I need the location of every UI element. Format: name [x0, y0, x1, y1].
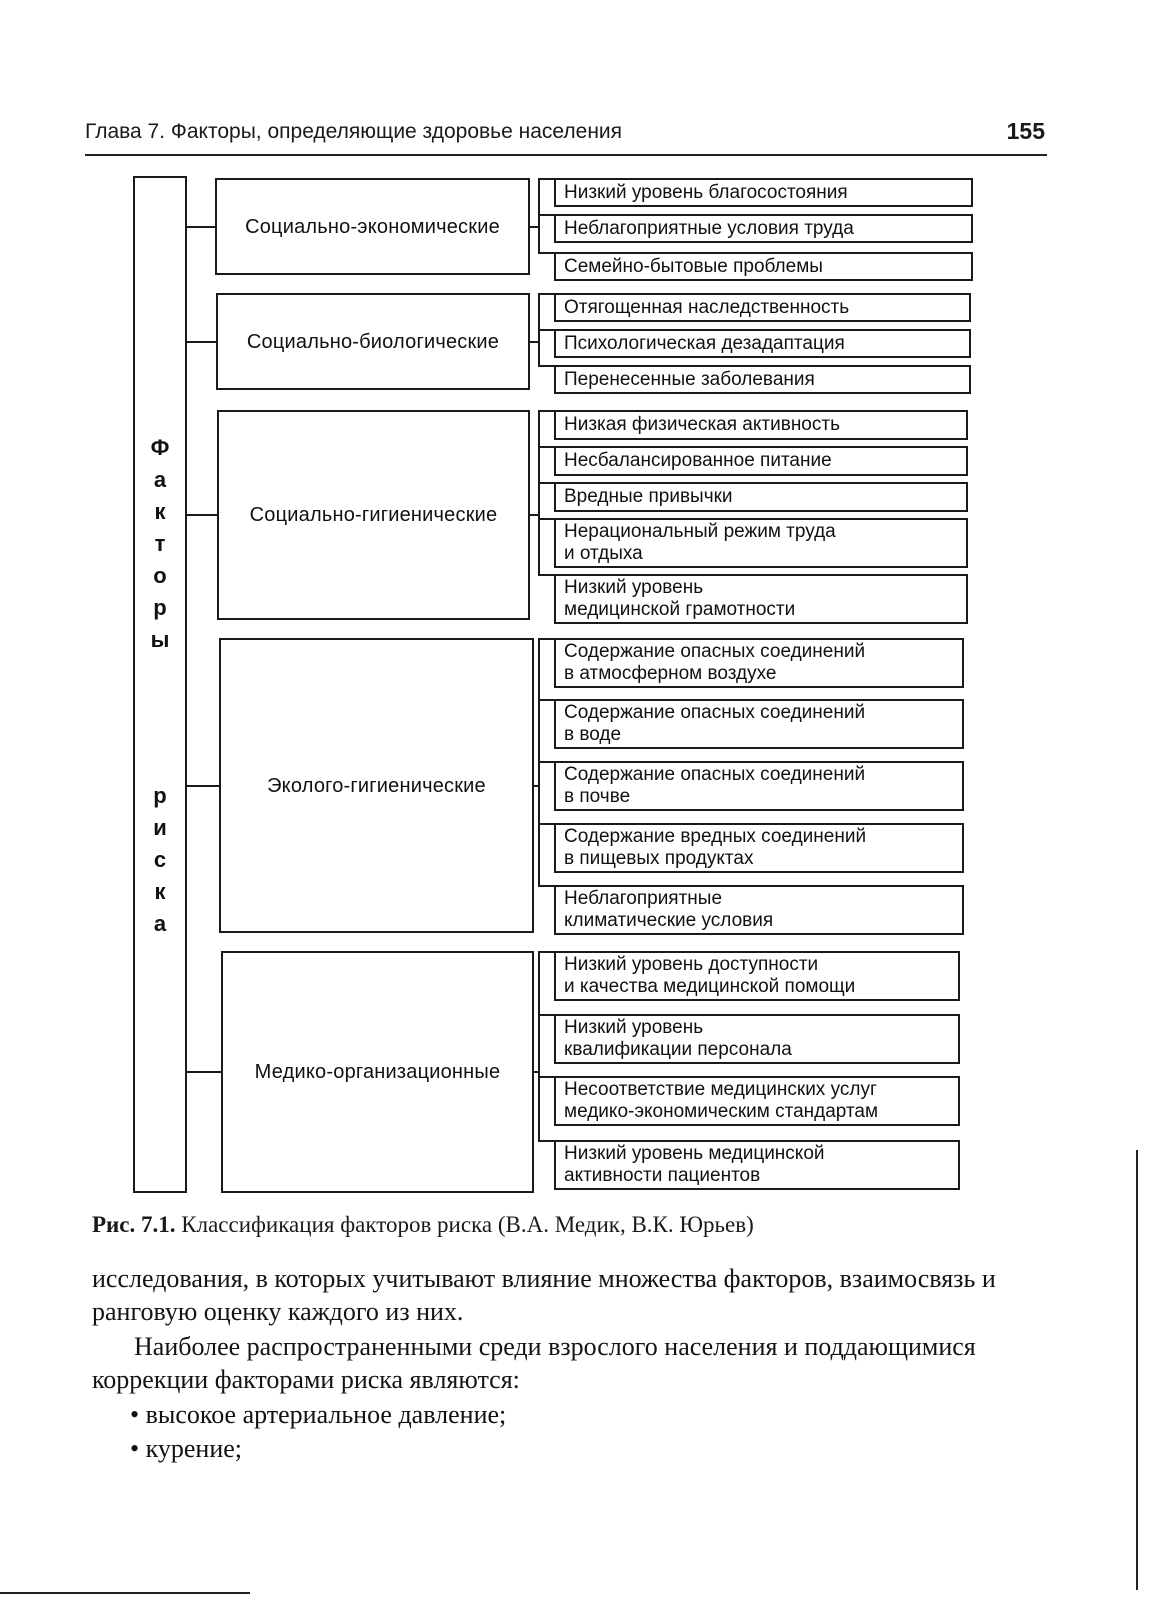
connector-line: [538, 178, 554, 180]
root-letter: а: [153, 911, 167, 936]
root-letter: с: [153, 847, 167, 872]
factor-box: [554, 1014, 960, 1064]
factor-text: Семейно-бытовые проблемы: [564, 255, 823, 277]
connector-line: [530, 226, 538, 228]
factor-text: медико-экономическим стандартам: [564, 1101, 879, 1122]
root-letter: ы: [150, 627, 170, 652]
factor-box: [554, 574, 968, 624]
factor-box: [554, 885, 964, 935]
category-box: [221, 951, 534, 1193]
connector-line: [534, 785, 538, 787]
factor-text: Содержание опасных соединений: [564, 641, 866, 662]
root-letter: о: [153, 563, 167, 588]
factor-text: Низкий уровень благосостояния: [564, 181, 848, 203]
connector-line: [538, 365, 554, 367]
factor-text: Низкий уровень доступности: [564, 954, 819, 975]
factor-box: [554, 518, 968, 568]
factor-box: [554, 482, 968, 512]
root-letter: р: [153, 783, 167, 808]
factor-text: и отдыха: [564, 543, 643, 564]
connector-line: [187, 785, 219, 787]
factor-box: [554, 293, 971, 322]
factor-box: [554, 214, 973, 243]
factor-box: [554, 178, 973, 207]
category-box: [216, 293, 530, 390]
page-edge-line: [0, 1592, 250, 1594]
bullet-item: • курение;: [130, 1432, 506, 1466]
factor-box: [554, 761, 964, 811]
connector-line: [538, 574, 554, 576]
root-letter: Ф: [150, 435, 170, 460]
running-header: [85, 118, 1047, 156]
factor-text: Содержание опасных соединений: [564, 702, 866, 723]
factor-text: в воде: [564, 724, 622, 745]
connector-line: [538, 699, 554, 701]
connector-line: [538, 1076, 554, 1078]
factor-text: Низкая физическая активность: [564, 414, 840, 435]
connector-line: [538, 638, 554, 640]
factor-text: медицинской грамотности: [564, 599, 796, 620]
connector-line: [538, 951, 554, 953]
connector-line: [530, 341, 538, 343]
category-box: [217, 410, 530, 620]
root-bar: [133, 176, 187, 1193]
category-box: [219, 638, 534, 933]
connector-line: [538, 482, 554, 484]
connector-line: [187, 226, 215, 228]
connector-line: [538, 1140, 554, 1142]
connector-line: [538, 329, 554, 331]
connector-line: [538, 761, 554, 763]
connector-line: [538, 951, 540, 1142]
factor-text: Отягощенная наследственность: [564, 296, 850, 318]
factor-box: [554, 1140, 960, 1190]
root-letter: к: [154, 499, 166, 524]
factor-text: активности пациентов: [564, 1165, 761, 1186]
root-letter: и: [153, 815, 167, 840]
connector-line: [538, 446, 554, 448]
connector-line: [538, 214, 554, 216]
connector-line: [538, 252, 554, 254]
factor-text: Несоответствие медицинских услуг: [564, 1079, 877, 1100]
category-box: [215, 178, 530, 275]
factor-box: [554, 446, 968, 476]
connector-line: [538, 823, 554, 825]
paragraph-2: Наиболее распространенными среди взрослого населения и поддающимися коррекции факторами риска являются:: [92, 1332, 976, 1394]
factor-box: [554, 638, 964, 688]
category-label: Эколого-гигиенические: [267, 774, 486, 797]
category-label: Социально-гигиенические: [249, 504, 498, 526]
factor-text: Содержание опасных соединений: [564, 764, 866, 785]
connector-line: [538, 885, 554, 887]
page-edge-line: [1136, 1150, 1138, 1590]
connector-line: [538, 178, 540, 254]
factor-box: [554, 823, 964, 873]
chapter-title: Глава 7. Факторы, определяющие здоровье населения: [85, 120, 623, 143]
factor-text: в атмосферном воздухе: [564, 663, 777, 684]
bullet-list: [130, 1398, 506, 1466]
factor-text: Низкий уровень медицинской: [564, 1143, 825, 1164]
factor-box: [554, 410, 968, 440]
factor-text: Низкий уровень: [564, 577, 704, 598]
connector-line: [538, 293, 554, 295]
factor-text: в пищевых продуктах: [564, 848, 754, 869]
connector-line: [187, 1071, 221, 1073]
factor-box: [554, 365, 971, 394]
figure-caption: [92, 1212, 1052, 1238]
factor-text: Низкий уровень: [564, 1017, 704, 1038]
connector-line: [538, 410, 554, 412]
category-label: Медико-организационные: [254, 1061, 501, 1083]
factor-text: Неблагоприятные: [564, 888, 723, 909]
factor-text: Содержание вредных соединений: [564, 826, 867, 847]
factor-text: Неблагоприятные условия труда: [564, 217, 854, 239]
connector-line: [538, 518, 554, 520]
category-label: Социально-экономические: [245, 215, 500, 238]
factor-box: [554, 951, 960, 1001]
bullet-item: • высокое артериальное давление;: [130, 1398, 506, 1432]
root-letter: а: [153, 467, 167, 492]
factor-text: климатические условия: [564, 910, 774, 931]
connector-line: [187, 341, 216, 343]
connector-line: [538, 1014, 554, 1016]
paragraph-1: исследования, в которых учитывают влияние множества факторов, взаимосвязь и ранговую оценку каждого из них.: [92, 1264, 996, 1326]
factor-text: Вредные привычки: [564, 486, 733, 507]
root-letter: к: [154, 879, 166, 904]
category-label: Социально-биологические: [246, 330, 500, 353]
connector-line: [530, 514, 538, 516]
factor-text: Психологическая дезадаптация: [564, 332, 845, 354]
factor-box: [554, 1076, 960, 1126]
factor-text: Несбалансированное питание: [564, 450, 832, 471]
factor-text: квалификации персонала: [564, 1039, 792, 1060]
connector-line: [187, 514, 217, 516]
root-letter: т: [154, 531, 166, 556]
connector-line: [538, 410, 540, 576]
connector-line: [534, 1071, 538, 1073]
root-letter: р: [153, 595, 167, 620]
factor-text: и качества медицинской помощи: [564, 976, 856, 997]
page-number: 155: [1006, 118, 1045, 144]
factor-box: [554, 699, 964, 749]
factor-box: [554, 252, 973, 281]
figure-number: Рис. 7.1.: [92, 1212, 176, 1237]
factor-text: в почве: [564, 786, 631, 807]
factor-box: [554, 329, 971, 358]
factor-text: Перенесенные заболевания: [564, 368, 815, 390]
figure-title: Классификация факторов риска (В.А. Медик, В.К. Юрьев): [181, 1212, 754, 1237]
factor-text: Нерациональный режим труда: [564, 521, 836, 542]
